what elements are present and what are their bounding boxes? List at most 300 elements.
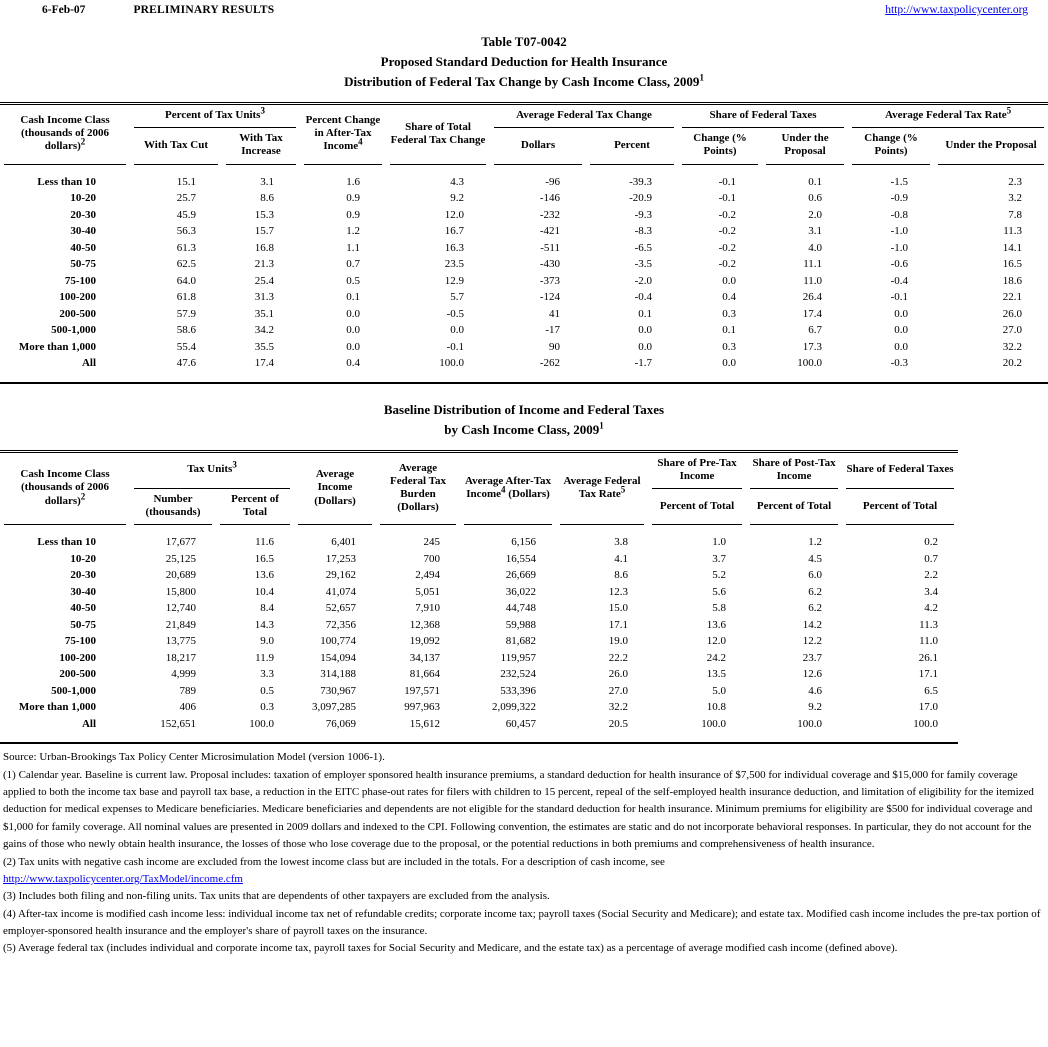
- table-cell: -6.5: [634, 241, 653, 254]
- table-cell: -1.0: [890, 241, 909, 254]
- table-row: [0, 633, 958, 650]
- col-group-share-of-pre-tax-income: Share of Pre-Tax Income: [648, 451, 746, 489]
- table-cell: 81,682: [505, 635, 537, 648]
- table-cell: 0.0: [638, 340, 653, 353]
- table-cell: 2.0: [808, 208, 823, 221]
- table-cell: 15,612: [409, 717, 441, 730]
- table-cell: 1.1: [346, 241, 360, 254]
- table-cell: 0.0: [894, 307, 909, 320]
- table-cell: 17,253: [325, 552, 357, 565]
- table-cell: 11.9: [255, 651, 275, 664]
- col-group-percent-of-tax-units: Percent of Tax Units$^3$: [130, 104, 300, 129]
- table-cell: 19,092: [409, 635, 441, 648]
- table-cell: 0.3: [260, 701, 275, 714]
- table-cell: 18.6: [1002, 274, 1023, 287]
- table-cell: 11.1: [803, 258, 823, 271]
- table-cell: -373: [539, 274, 560, 287]
- table-cell: 17.4: [802, 307, 823, 320]
- table-cell: 100,774: [320, 635, 357, 648]
- row-label: 40-50: [70, 241, 96, 254]
- table-cell: 17.0: [918, 701, 939, 714]
- col-header-under-proposal: Under the Proposal: [934, 128, 1048, 164]
- table-cell: 16.5: [1002, 258, 1023, 271]
- table-cell: 100.0: [439, 357, 464, 370]
- table-cell: 406: [179, 701, 196, 714]
- table-row: [0, 256, 1048, 273]
- baseline-table-body: [0, 525, 958, 743]
- table-cell: 55.4: [176, 340, 196, 353]
- footnote-ref-2: 2: [80, 490, 86, 501]
- table-cell: 4,999: [171, 668, 196, 681]
- table-cell: 8.6: [614, 569, 629, 582]
- table-cell: 5.2: [712, 569, 727, 582]
- table-cell: 0.3: [722, 340, 737, 353]
- row-label: Less than 10: [37, 175, 96, 188]
- table-cell: 9.2: [450, 192, 464, 205]
- table-cell: 90: [549, 340, 560, 353]
- table-cell: 26.4: [802, 291, 823, 304]
- baseline-title-line1: Baseline Distribution of Income and Federal Taxes: [383, 401, 665, 417]
- table-cell: 6,401: [331, 536, 357, 549]
- table-cell: 11.6: [255, 536, 275, 549]
- distribution-title: Distribution of Federal Tax Change by Cash Income Class, 2009$^1$: [344, 72, 704, 89]
- table-row: [0, 617, 958, 634]
- table-cell: 9.2: [808, 701, 823, 714]
- table-cell: -1.7: [634, 357, 653, 370]
- table-row: [0, 699, 958, 716]
- col-group-share-of-federal-taxes: Share of Federal Taxes: [678, 104, 848, 129]
- footnote-1: (1) Calendar year. Baseline is current law. Proposal includes: taxation of employer sponsored health insurance premiums, a standard deduction for health insurance of $7,500 for individual coverage and $15,000 for family coverage applied to both the income tax base and payroll tax base, a reduction in the EITC phase-out rates for filers with children to 15 percent, repeal of the self-employed health insurance deduction, and limitation of eligibility for the itemized deduction for medical expenses to Medicare beneficiaries. Medicare beneficiaries and dependents are not eligible for the standard deduction for health insurance. Minimum premiums for eligibility are $500 for individual coverage and $1,000 for family coverage. All nominal values are presented in 2009 dollars and indexed to the CPI. Following convention, the estimates are static and do not incorporate behavioral responses. In particular, they do not account for the gains of those who newly obtain health insurance, the losses of those who lose coverage due to the proposal, or the potential reductions in both premiums and comprehensiveness of health insurance.: [3, 768, 1034, 851]
- table-cell: 0.0: [638, 324, 653, 337]
- table-cell: 100.0: [701, 717, 727, 730]
- table-cell: -124: [539, 291, 560, 304]
- table-cell: 61.8: [176, 291, 196, 304]
- table-cell: 4.0: [808, 241, 823, 254]
- col-group-tax-units: Tax Units$^3$: [130, 451, 294, 489]
- table-cell: 13,775: [165, 635, 196, 648]
- table-cell: -0.1: [890, 291, 909, 304]
- table-cell: -0.2: [718, 208, 737, 221]
- table-cell: 3.8: [614, 536, 629, 549]
- table-cell: 10.8: [706, 701, 727, 714]
- table-cell: -430: [539, 258, 560, 271]
- table-cell: 17.3: [802, 340, 823, 353]
- footnote-5: (5) Average federal tax (includes individual and corporate income tax, payroll taxes for Social Security and Medicare, and the estate tax) as a percentage of average modified cash income (defined above).: [3, 942, 898, 955]
- table-cell: 16.5: [254, 552, 275, 565]
- table-cell: 16.3: [444, 241, 464, 254]
- table-cell: 4.2: [924, 602, 939, 615]
- col-group-average-federal-tax-rate: Average Federal Tax Rate$^5$: [848, 104, 1048, 129]
- table-cell: 100.0: [913, 717, 939, 730]
- table-cell: 29,162: [325, 569, 357, 582]
- table-cell: 27.0: [608, 684, 629, 697]
- table-cell: 152,651: [160, 717, 196, 730]
- table-cell: 9.0: [260, 635, 275, 648]
- table-cell: 15.7: [254, 225, 274, 238]
- table-cell: 27.0: [1002, 324, 1023, 337]
- table-cell: -0.2: [718, 225, 737, 238]
- table-cell: 14.3: [254, 618, 275, 631]
- table-cell: 3.4: [924, 585, 939, 598]
- tax-change-table-body: [0, 165, 1048, 383]
- table-row: [0, 306, 1048, 323]
- table-cell: 0.1: [638, 307, 653, 320]
- table-cell: 34,137: [409, 651, 441, 664]
- table-cell: 6.2: [808, 602, 823, 615]
- table-cell: 22.2: [608, 651, 629, 664]
- table-cell: 32.2: [608, 701, 629, 714]
- table-cell: 6.5: [924, 684, 939, 697]
- table-cell: 8.4: [260, 602, 275, 615]
- table-cell: -0.4: [890, 274, 909, 287]
- table-cell: 23.7: [802, 651, 823, 664]
- table-cell: -39.3: [629, 175, 653, 188]
- row-label: 10-20: [70, 192, 96, 205]
- table-cell: 11.0: [919, 635, 939, 648]
- row-label: 30-40: [70, 225, 96, 238]
- row-label: 100-200: [59, 291, 96, 304]
- table-cell: 34.2: [254, 324, 274, 337]
- table-cell: 52,657: [325, 602, 357, 615]
- table-cell: 12.3: [608, 585, 629, 598]
- table-cell: -1.5: [890, 175, 909, 188]
- table-cell: -0.1: [718, 192, 737, 205]
- table-cell: 17.1: [608, 618, 629, 631]
- table-cell: 100.0: [797, 357, 823, 370]
- table-cell: 8.6: [260, 192, 274, 205]
- table-cell: 25.4: [254, 274, 274, 287]
- table-cell: 3.1: [808, 225, 823, 238]
- table-cell: 4.6: [808, 684, 823, 697]
- table-cell: 3.1: [260, 175, 274, 188]
- table-row: [0, 355, 1048, 383]
- row-label: 200-500: [59, 668, 96, 681]
- col-header-share-of-total-federal-tax-change: Share of Total Federal Tax Change: [386, 104, 490, 165]
- table-cell: -1.0: [890, 225, 909, 238]
- table-cell: 16.8: [254, 241, 274, 254]
- table-cell: 11.0: [803, 274, 823, 287]
- col-group-average-federal-tax-change: Average Federal Tax Change: [490, 104, 678, 129]
- col-header-with-tax-cut: With Tax Cut: [130, 128, 222, 164]
- table-row: [0, 666, 958, 683]
- table-cell: 154,094: [320, 651, 357, 664]
- row-label: All: [81, 717, 96, 730]
- col-header-average-federal-tax-rate: Average Federal Tax Rate$^5$: [556, 451, 648, 525]
- table-cell: 12.0: [706, 635, 727, 648]
- table-cell: 4.5: [808, 552, 823, 565]
- table-cell: 5.6: [712, 585, 727, 598]
- row-label: 20-30: [70, 569, 96, 582]
- table-cell: 17,677: [165, 536, 196, 549]
- col-header-under-proposal: Under the Proposal: [762, 128, 848, 164]
- table-row: [0, 584, 958, 601]
- table-cell: 6.0: [808, 569, 823, 582]
- row-label: 75-100: [64, 635, 96, 648]
- table-cell: 10.4: [254, 585, 275, 598]
- col-header-percent-of-total: Percent of Total: [216, 489, 294, 525]
- footnote-4: (4) After-tax income is modified cash income less: individual income tax net of refundable credits; corporate income tax; payroll taxes (Social Security and Medicare); and estate tax. Modified cash income includes the pre-tax portion of employer-sponsored health insurance and the employer's share of payroll taxes on the insurance.: [3, 907, 1041, 938]
- col-header-change-points: Change (% Points): [848, 128, 934, 164]
- table-cell: 232,524: [500, 668, 537, 681]
- table-cell: 58.6: [176, 324, 196, 337]
- table-cell: 15,800: [165, 585, 196, 598]
- footnote-ref-1: 1: [599, 420, 604, 431]
- col-header-average-after-tax-income: Average After-Tax Income$^4$ (Dollars): [460, 451, 556, 525]
- footnote-ref-4: 4: [358, 136, 363, 147]
- table-cell: -0.2: [718, 241, 737, 254]
- table-cell: 0.5: [260, 684, 275, 697]
- table-cell: -0.8: [890, 208, 909, 221]
- table-cell: -0.6: [890, 258, 909, 271]
- table-cell: 314,188: [320, 668, 357, 681]
- table-cell: -232: [539, 208, 560, 221]
- taxpolicycenter-link[interactable]: http://www.taxpolicycenter.org: [885, 4, 1028, 16]
- table-cell: 0.0: [346, 324, 360, 337]
- table-cell: 0.1: [722, 324, 737, 337]
- table-cell: 32.2: [1002, 340, 1023, 353]
- table-cell: 36,022: [505, 585, 537, 598]
- col-header-dollars: Dollars: [490, 128, 586, 164]
- table-cell: 23.5: [444, 258, 464, 271]
- table-cell: 21,849: [165, 618, 196, 631]
- table-cell: 2.3: [1008, 175, 1023, 188]
- row-label: 50-75: [70, 618, 96, 631]
- table-cell: 5,051: [415, 585, 441, 598]
- table-cell: 21.3: [254, 258, 274, 271]
- table-cell: 14.2: [802, 618, 823, 631]
- table-cell: -0.4: [634, 291, 653, 304]
- table-cell: -0.9: [890, 192, 909, 205]
- table-cell: 0.5: [346, 274, 360, 287]
- table-cell: 6,156: [511, 536, 537, 549]
- footnotes: [0, 749, 1048, 958]
- table-cell: 11.3: [919, 618, 939, 631]
- table-row: [0, 551, 958, 568]
- table-cell: 2,099,322: [492, 701, 537, 714]
- table-cell: -0.1: [446, 340, 464, 353]
- row-label: 30-40: [70, 585, 96, 598]
- col-header-cash-income-class: Cash Income Class (thousands of 2006 dollars)$^2$: [0, 451, 130, 525]
- table-cell: 62.5: [176, 258, 196, 271]
- baseline-title-line2: by Cash Income Class, 2009$^1$: [444, 420, 604, 437]
- table-cell: 6.2: [808, 585, 823, 598]
- table-cell: -262: [539, 357, 560, 370]
- page-header: [0, 0, 1048, 16]
- footnote-2: (2) Tax units with negative cash income are excluded from the lowest income class but are included in the totals. For a description of cash income, see: [3, 855, 665, 868]
- table-cell: 13.6: [706, 618, 727, 631]
- table-cell: -3.5: [634, 258, 653, 271]
- table-cell: 44,748: [505, 602, 537, 615]
- table-cell: 0.3: [722, 307, 737, 320]
- col-header-percent-change-after-tax-income: Percent Change in After-Tax Income$^4$: [300, 104, 386, 165]
- baseline-distribution-table: [0, 450, 958, 745]
- table-cell: 533,396: [500, 684, 537, 697]
- footnote-ref-5: 5: [1006, 105, 1012, 116]
- table-cell: 119,957: [500, 651, 537, 664]
- table-row: [0, 322, 1048, 339]
- table-cell: 0.1: [808, 175, 823, 188]
- row-label: 40-50: [70, 602, 96, 615]
- income-definition-link[interactable]: http://www.taxpolicycenter.org/TaxModel/income.cfm: [3, 872, 243, 885]
- table-cell: -96: [545, 175, 560, 188]
- table-cell: 0.4: [722, 291, 737, 304]
- table-cell: 26.0: [608, 668, 629, 681]
- table-cell: 64.0: [176, 274, 196, 287]
- table-cell: 0.6: [808, 192, 823, 205]
- row-label: Less than 10: [37, 536, 96, 549]
- col-header-average-federal-tax-burden: Average Federal Tax Burden (Dollars): [376, 451, 460, 525]
- table-number-title: Table T07-0042: [481, 34, 567, 49]
- footnote-3: (3) Includes both filing and non-filing units. Tax units that are dependents of other taxpayers are excluded from the analysis.: [3, 890, 550, 903]
- footnote-ref-5: 5: [620, 484, 626, 495]
- col-header-number-thousands: Number (thousands): [130, 489, 216, 525]
- table-row: [0, 650, 958, 667]
- table-cell: 18,217: [165, 651, 196, 664]
- col-group-share-of-post-tax-income: Share of Post-Tax Income: [746, 451, 842, 489]
- table-cell: -17: [545, 324, 560, 337]
- source-note: Source: Urban-Brookings Tax Policy Center Microsimulation Model (version 1006-1).: [3, 751, 385, 764]
- table-cell: 0.0: [894, 340, 909, 353]
- table-row: [0, 240, 1048, 257]
- col-group-share-of-federal-taxes: Share of Federal Taxes: [842, 451, 958, 489]
- table-cell: 1.2: [808, 536, 823, 549]
- page-title: [0, 32, 1048, 92]
- table-cell: -511: [540, 241, 560, 254]
- table-cell: 12.2: [802, 635, 823, 648]
- row-label: 200-500: [59, 307, 96, 320]
- table-cell: 12.9: [444, 274, 464, 287]
- table-cell: 0.0: [722, 274, 737, 287]
- table-cell: 1.6: [346, 175, 360, 188]
- col-header-average-income: Average Income (Dollars): [294, 451, 376, 525]
- table-cell: 0.9: [346, 208, 360, 221]
- table-cell: 13.6: [254, 569, 275, 582]
- table-cell: -0.1: [718, 175, 737, 188]
- table-cell: 5.8: [712, 602, 727, 615]
- table-row: [0, 339, 1048, 356]
- table-cell: 24.2: [706, 651, 727, 664]
- table-row: [0, 600, 958, 617]
- col-header-with-tax-increase: With Tax Increase: [222, 128, 300, 164]
- col-header-percent-of-total: Percent of Total: [648, 489, 746, 525]
- table-cell: 3.2: [1008, 192, 1023, 205]
- table-row: [0, 716, 958, 744]
- table-cell: 0.9: [346, 192, 360, 205]
- table-cell: 25.7: [176, 192, 196, 205]
- row-label: 20-30: [70, 208, 96, 221]
- table-cell: 20.5: [608, 717, 629, 730]
- footnote-ref-2: 2: [80, 136, 86, 147]
- table-row: [0, 525, 958, 551]
- table-cell: 0.0: [722, 357, 737, 370]
- table-cell: 12.6: [802, 668, 823, 681]
- row-label: More than 1,000: [18, 701, 96, 714]
- table-cell: 56.3: [176, 225, 196, 238]
- table-cell: 26,669: [505, 569, 537, 582]
- table-cell: 61.3: [176, 241, 196, 254]
- table-cell: 4.1: [614, 552, 629, 565]
- col-header-percent-of-total: Percent of Total: [746, 489, 842, 525]
- table-cell: 45.9: [176, 208, 196, 221]
- footnote-ref-3: 3: [260, 105, 265, 116]
- table-row: [0, 273, 1048, 290]
- table-cell: 81,664: [409, 668, 441, 681]
- table-cell: 13.5: [706, 668, 727, 681]
- table-cell: 3.7: [712, 552, 727, 565]
- row-label: 500-1,000: [51, 684, 96, 697]
- table-cell: -9.3: [634, 208, 653, 221]
- table-cell: 15.3: [254, 208, 274, 221]
- footnote-2-link-line: [3, 871, 1042, 888]
- table-cell: 60,457: [505, 717, 537, 730]
- table-cell: 15.0: [608, 602, 629, 615]
- tax-change-table: [0, 102, 1048, 384]
- table-cell: 41: [549, 307, 560, 320]
- footnote-ref-4: 4: [501, 484, 506, 495]
- table-cell: 41,074: [325, 585, 357, 598]
- table-cell: 1.2: [346, 225, 360, 238]
- table-cell: -8.3: [634, 225, 653, 238]
- table-cell: 35.1: [254, 307, 274, 320]
- table-row: [0, 207, 1048, 224]
- table-row: [0, 683, 958, 700]
- row-label: 500-1,000: [51, 324, 96, 337]
- table-cell: -0.3: [890, 357, 909, 370]
- table-cell: 5.0: [712, 684, 727, 697]
- table-cell: 20,689: [165, 569, 196, 582]
- table-cell: 14.1: [1002, 241, 1023, 254]
- table-cell: 789: [179, 684, 196, 697]
- row-label: 75-100: [64, 274, 96, 287]
- table-cell: 100.0: [249, 717, 275, 730]
- footnote-ref-3: 3: [232, 459, 237, 470]
- table-cell: 35.5: [254, 340, 274, 353]
- proposal-title: Proposed Standard Deduction for Health Insurance: [380, 54, 668, 69]
- table-cell: 76,069: [325, 717, 357, 730]
- table-row: [0, 567, 958, 584]
- table-cell: 20.2: [1002, 357, 1023, 370]
- table-cell: 12,368: [409, 618, 441, 631]
- table-cell: 245: [423, 536, 441, 549]
- table-cell: 0.4: [346, 357, 360, 370]
- row-label: 100-200: [59, 651, 96, 664]
- table-cell: 0.0: [450, 324, 464, 337]
- table-cell: -421: [539, 225, 560, 238]
- table-cell: 0.7: [346, 258, 360, 271]
- table-cell: 2,494: [415, 569, 441, 582]
- row-label: 10-20: [70, 552, 96, 565]
- table-cell: 12,740: [165, 602, 196, 615]
- table-cell: 57.9: [176, 307, 196, 320]
- table-cell: 0.7: [924, 552, 939, 565]
- table-cell: 17.1: [918, 668, 939, 681]
- footnote-ref-1: 1: [699, 72, 704, 83]
- table-cell: -2.0: [634, 274, 653, 287]
- table-cell: 16,554: [505, 552, 537, 565]
- table-cell: 31.3: [254, 291, 274, 304]
- table-cell: 17.4: [254, 357, 274, 370]
- row-label: 50-75: [70, 258, 96, 271]
- table-cell: 0.2: [924, 536, 939, 549]
- table-row: [0, 289, 1048, 306]
- table-cell: 100.0: [797, 717, 823, 730]
- table-cell: 0.0: [346, 340, 360, 353]
- table-cell: 730,967: [320, 684, 357, 697]
- baseline-table-title: [0, 400, 1048, 440]
- table-cell: 997,963: [404, 701, 441, 714]
- table-cell: 19.0: [608, 635, 629, 648]
- table-cell: -0.2: [718, 258, 737, 271]
